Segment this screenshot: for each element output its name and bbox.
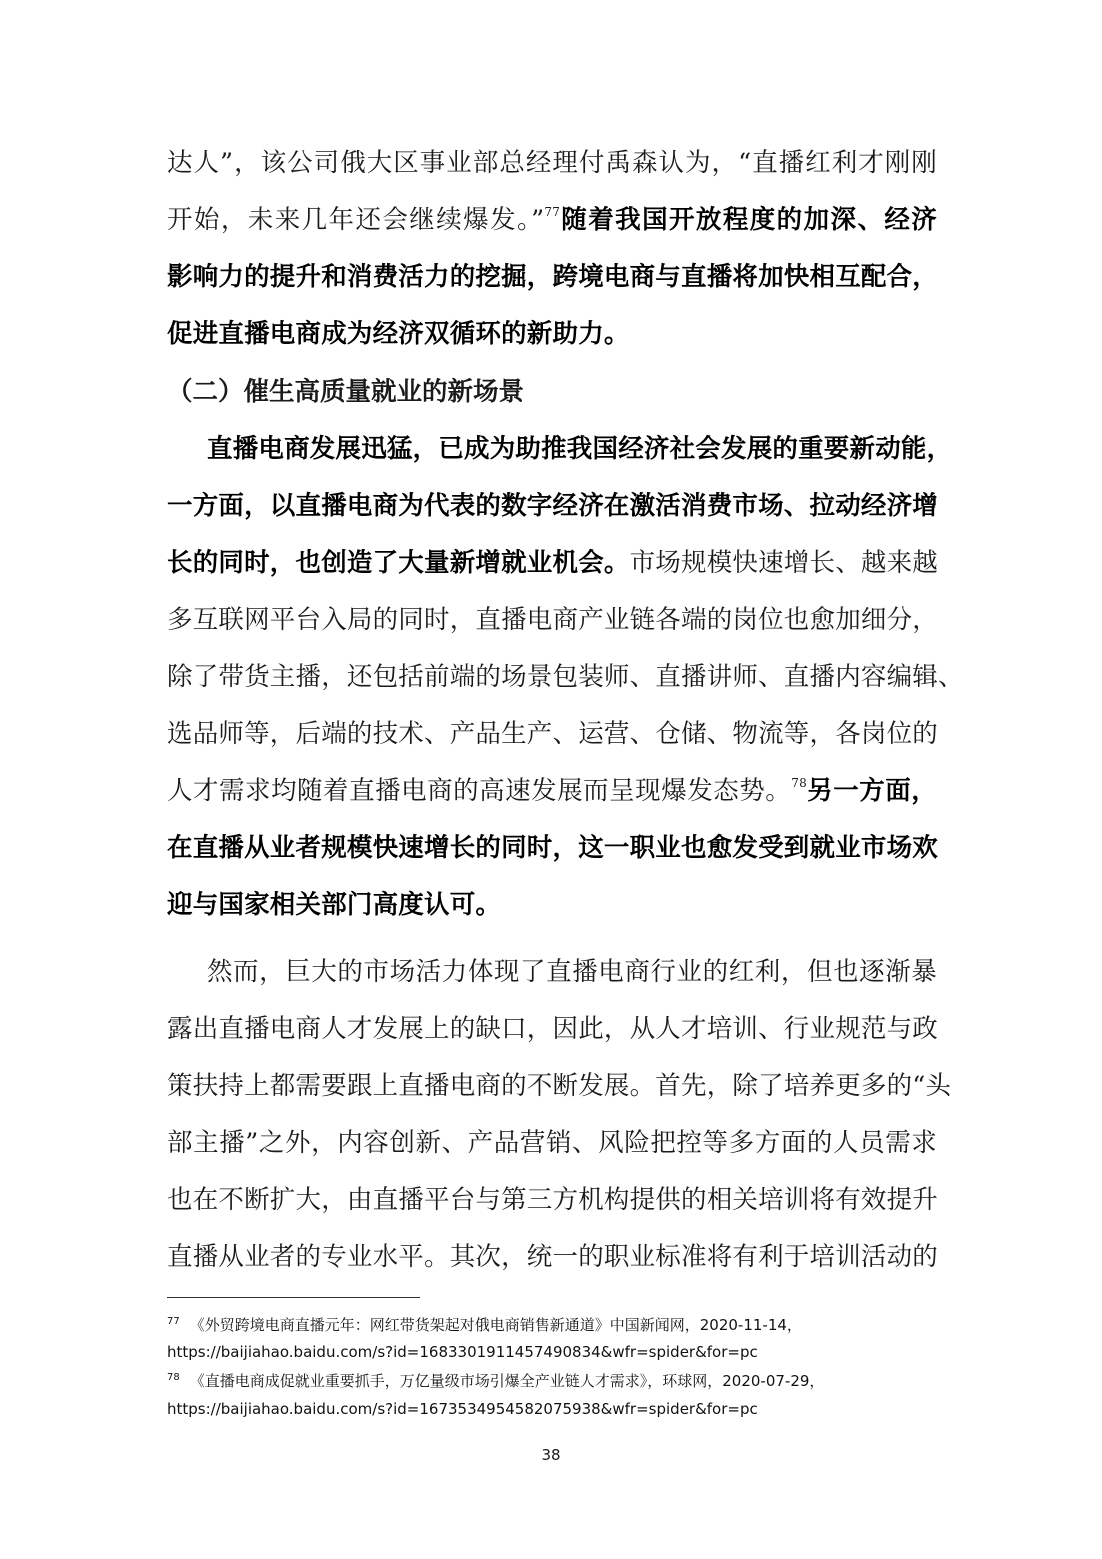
body-line xyxy=(167,1009,937,1049)
body-line xyxy=(167,429,953,469)
body-line xyxy=(167,543,937,583)
body-text: 策扶持上都需要跟上直播电商的不断发展。首先，除了培养更多的“头 xyxy=(167,1071,952,1101)
bold-text: 迎与国家相关部门高度认可。 xyxy=(167,890,502,920)
bold-text: 影响力的提升和消费活力的挖掘，跨境电商与直播将加快相互配合， xyxy=(167,262,939,292)
footnote-78 xyxy=(167,1368,824,1394)
body-line xyxy=(167,1066,952,1106)
bold-text: 长的同时，也创造了大量新增就业机会。 xyxy=(167,548,630,578)
body-line xyxy=(167,952,937,992)
footnote-77-url[interactable]: https://baijiahao.baidu.com/s?id=1683301911457490834&wfr=spider&for=pc xyxy=(167,1343,758,1361)
bold-text: 另一方面， xyxy=(806,776,937,806)
body-text: 直播从业者的专业水平。其次，统一的职业标准将有利于培训活动的 xyxy=(167,1242,939,1272)
footnote-text: 《直播电商成促就业重要抓手，万亿量级市场引爆全产业链人才需求》，环球网，2020-07-29， xyxy=(189,1372,825,1390)
footnote-text: 《外贸跨境电商直播元年：网红带货架起对俄电商销售新通道》中国新闻网，2020-11-14， xyxy=(189,1316,802,1334)
footnote-separator xyxy=(167,1297,420,1298)
body-text: 露出直播电商人才发展上的缺口，因此，从人才培训、行业规范与政 xyxy=(167,1014,939,1044)
body-line xyxy=(167,1123,937,1163)
body-text: 也在不断扩大，由直播平台与第三方机构提供的相关培训将有效提升 xyxy=(167,1185,939,1215)
body-text: 选品师等，后端的技术、产品生产、运营、仓储、物流等，各岗位的 xyxy=(167,719,939,749)
body-text: 部主播”之外，内容创新、产品营销、风险把控等多方面的人员需求 xyxy=(167,1128,937,1158)
body-text: 除了带货主播，还包括前端的场景包装师、直播讲师、直播内容编辑、 xyxy=(167,662,964,692)
body-text: 达人”，该公司俄大区事业部总经理付禹森认为，“直播红利才刚刚 xyxy=(167,148,937,178)
body-line xyxy=(167,1180,937,1220)
bold-text: 直播电商发展迅猛，已成为助推我国经济社会发展的重要新动能， xyxy=(207,434,953,464)
footnote-ref-78[interactable]: 78 xyxy=(791,776,807,790)
body-line xyxy=(167,486,937,526)
body-text: 人才需求均随着直播电商的高速发展而呈现爆发态势。 xyxy=(167,776,792,806)
body-line xyxy=(167,600,937,640)
bold-text: 随着我国开放程度的加深、经济 xyxy=(560,205,937,235)
footnote-number: 78 xyxy=(167,1372,180,1383)
body-line xyxy=(167,885,937,925)
footnote-number: 77 xyxy=(167,1316,180,1327)
body-line xyxy=(167,828,937,868)
body-line xyxy=(167,257,937,297)
body-text: 然而，巨大的市场活力体现了直播电商行业的红利，但也逐渐暴 xyxy=(207,957,937,987)
body-line xyxy=(167,771,937,811)
page-number: 38 xyxy=(541,1446,561,1464)
section-heading: （二）催生高质量就业的新场景 xyxy=(167,377,525,407)
body-line xyxy=(167,1237,937,1277)
body-text: 开始，未来几年还会继续爆发。” xyxy=(167,205,545,235)
body-line xyxy=(167,200,937,240)
bold-text: 在直播从业者规模快速增长的同时，这一职业也愈发受到就业市场欢 xyxy=(167,833,939,863)
body-text: 市场规模快速增长、越来越 xyxy=(629,548,939,578)
body-line xyxy=(167,143,937,183)
body-line xyxy=(167,314,937,354)
body-line xyxy=(167,657,964,697)
footnote-78-url[interactable]: https://baijiahao.baidu.com/s?id=1673534954582075938&wfr=spider&for=pc xyxy=(167,1400,758,1418)
footnote-ref-77[interactable]: 77 xyxy=(544,205,561,219)
bold-text: 促进直播电商成为经济双循环的新助力。 xyxy=(167,319,630,349)
bold-text: 一方面，以直播电商为代表的数字经济在激活消费市场、拉动经济增 xyxy=(167,491,939,521)
footnote-77 xyxy=(167,1312,802,1338)
body-text: 多互联网平台入局的同时，直播电商产业链各端的岗位也愈加细分， xyxy=(167,605,939,635)
body-line xyxy=(167,714,937,754)
